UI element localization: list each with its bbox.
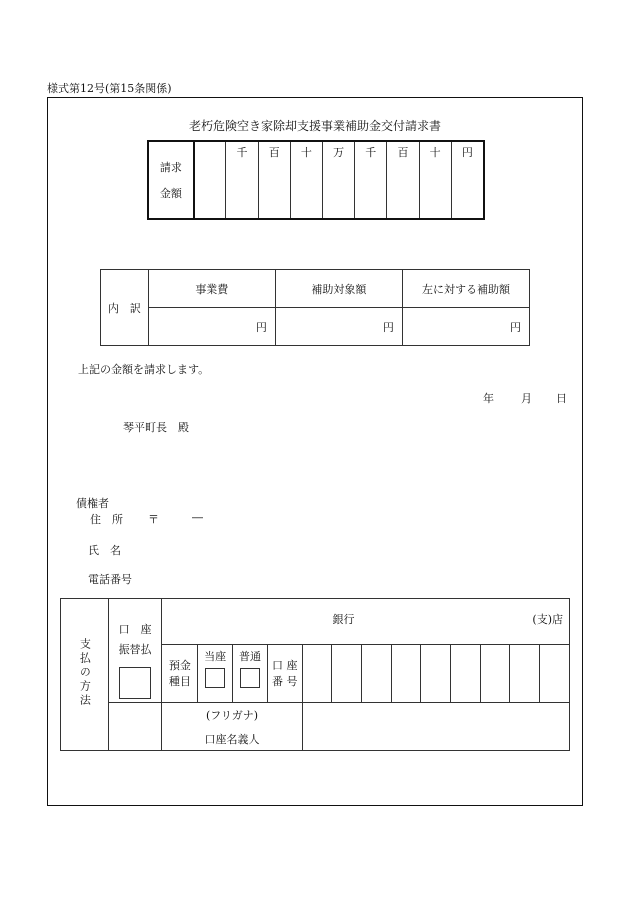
bank-name-field[interactable] [162,599,570,645]
payment-method-label: 支払の方法 [61,599,109,751]
account-number-digit[interactable] [302,644,332,702]
account-holder-label: (フリガナ) 口座名義人 [162,703,302,751]
bank-label: 銀行 [332,613,355,626]
date-month[interactable]: 月 [521,392,532,405]
breakdown-eligible-amount-field[interactable]: 円 [275,308,402,346]
amount-digit-yen[interactable]: 円 [451,141,484,219]
breakdown-header-project-cost: 事業費 [148,270,275,308]
deposit-type-checking[interactable]: 当座 [198,644,233,702]
holder-label-spacer [108,703,162,751]
amount-digit-blank[interactable] [194,141,226,219]
branch-label: (支)店 [532,613,563,626]
account-number-digit[interactable] [332,644,362,702]
name-label: 氏 名 [88,544,121,557]
account-number-digit[interactable] [362,644,392,702]
address-label: 住 所 [90,513,123,526]
amount-digit-thousand-10m[interactable]: 千 [226,141,258,219]
breakdown-table [100,269,530,346]
claim-amount-label: 請求 金額 [148,141,194,219]
addressee: 琴平町長 殿 [123,421,189,434]
postal-mark: 〒 [148,513,159,526]
breakdown-header-subsidy-amount: 左に対する補助額 [402,270,529,308]
deposit-type-savings[interactable]: 普通 [233,644,268,702]
account-holder-field[interactable] [302,703,569,751]
amount-digit-ten-m[interactable]: 十 [290,141,322,219]
account-number-digit[interactable] [510,644,540,702]
form-title: 老朽危険空き家除却支援事業補助金交付請求書 [188,119,441,133]
amount-digit-hundred-m[interactable]: 百 [258,141,290,219]
amount-digit-ten[interactable]: 十 [419,141,451,219]
form-number: 様式第12号(第15条関係) [47,82,172,95]
account-transfer-checkbox[interactable] [119,667,151,699]
account-number-digit[interactable] [451,644,481,702]
account-number-digit[interactable] [421,644,451,702]
phone-label: 電話番号 [88,573,132,586]
date-day[interactable]: 日 [556,392,567,405]
account-number-digit[interactable] [391,644,421,702]
savings-checkbox[interactable] [240,668,260,688]
claim-amount-table [147,140,485,220]
amount-digit-hundred[interactable]: 百 [387,141,419,219]
claim-statement: 上記の金額を請求します。 [78,363,210,376]
date-year[interactable]: 年 [483,392,494,405]
account-number-label: 口 座 番 号 [267,644,302,702]
breakdown-subsidy-amount-field[interactable]: 円 [402,308,529,346]
account-transfer-cell: 口 座 振替払 [108,599,162,703]
account-number-digit[interactable] [540,644,570,702]
breakdown-project-cost-field[interactable]: 円 [148,308,275,346]
checking-checkbox[interactable] [205,668,225,688]
postal-dash: ― [192,511,203,524]
account-number-digit[interactable] [480,644,510,702]
payment-method-table [60,598,570,751]
creditor-heading: 債権者 [76,497,109,510]
breakdown-header-eligible-amount: 補助対象額 [275,270,402,308]
amount-digit-thousand[interactable]: 千 [355,141,387,219]
amount-digit-man[interactable]: 万 [323,141,355,219]
breakdown-label: 内 訳 [101,270,149,346]
deposit-type-label: 預金 種目 [162,644,198,702]
